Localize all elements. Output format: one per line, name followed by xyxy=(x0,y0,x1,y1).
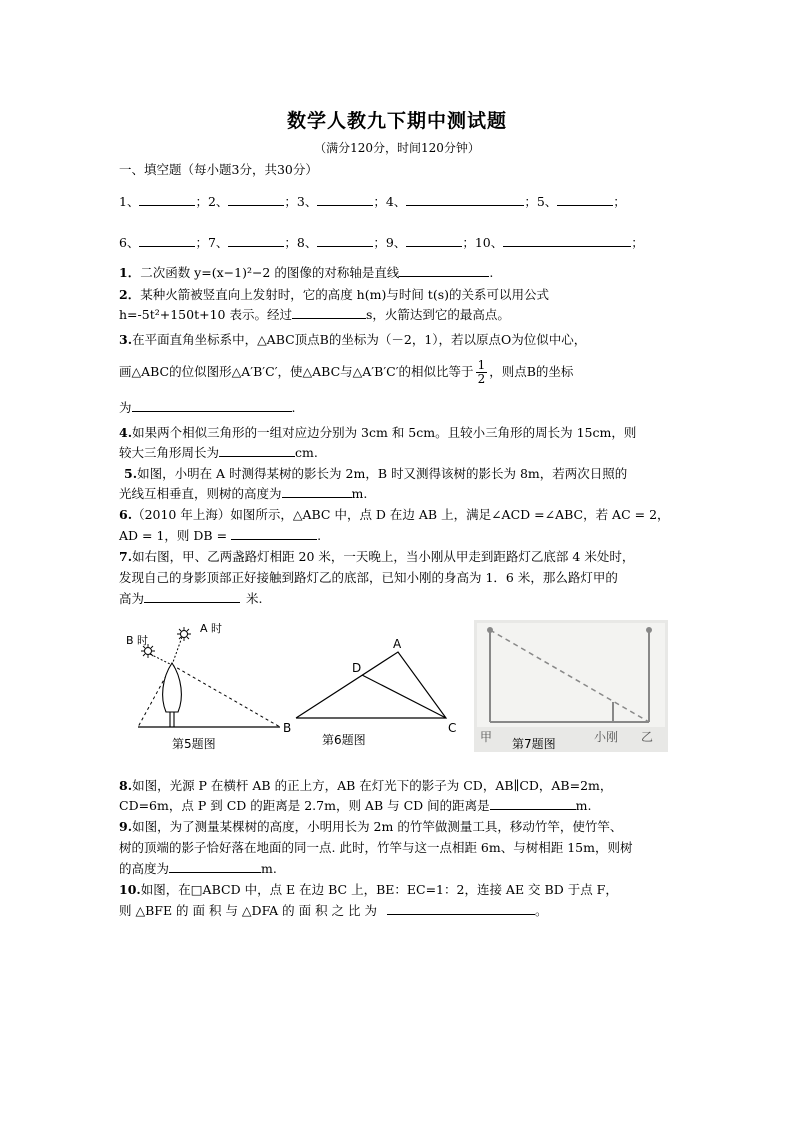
answer-blank-4[interactable] xyxy=(406,193,524,206)
fill-blank[interactable] xyxy=(399,264,489,277)
question-text: 如图，小明在 A 时测得某树的影长为 2m，B 时又测得该树的影长为 8m，若两次日照的 xyxy=(137,466,628,481)
question-text: 二次函数 y=(x−1)²−2 的图像的对称轴是直线 xyxy=(140,265,400,280)
sun-ray-b xyxy=(172,665,280,727)
answer-label: 1、 xyxy=(119,194,140,209)
question-number: 8. xyxy=(119,778,133,793)
question-text: 光线互相垂直，则树的高度为 xyxy=(119,486,282,501)
question-9-line-2 xyxy=(119,839,632,857)
answer-blank-6[interactable] xyxy=(139,234,195,247)
question-text: 如图，光源 P 在横杆 AB 的正上方，AB 在灯光下的影子为 CD，AB∥CD，AB=2m， xyxy=(132,778,613,793)
question-text: 米. xyxy=(246,591,263,606)
question-text: 发现自己的身影顶部正好接触到路灯乙的底部，已知小刚的身高为 1．6 米，那么路灯甲的 xyxy=(119,570,618,585)
question-8-line-2 xyxy=(119,797,591,815)
photo-panel xyxy=(477,623,665,727)
answer-row-2 xyxy=(119,234,644,252)
answer-blank-9[interactable] xyxy=(406,234,462,247)
question-text: 如果两个相似三角形的一组对应边分别为 3cm 和 5cm。且较小三角形的周长为 15cm，则 xyxy=(132,425,637,440)
segment-dc xyxy=(362,675,446,718)
answer-blank-3[interactable] xyxy=(317,193,373,206)
question-4-line-1 xyxy=(119,424,636,442)
vertex-d-label: D xyxy=(352,661,362,675)
answer-label: ；3、 xyxy=(284,194,318,209)
question-text: . xyxy=(291,400,296,415)
question-text: h=-5t²+150t+10 表示。经过 xyxy=(119,307,292,322)
question-text: 高为 xyxy=(119,591,145,606)
fill-blank[interactable] xyxy=(132,399,292,412)
question-text: . xyxy=(489,265,494,280)
figure-6-triangle xyxy=(280,634,465,740)
vertex-a-label: A xyxy=(393,637,402,651)
question-8-line-1 xyxy=(119,777,612,795)
ray-to-sun-b xyxy=(150,654,172,665)
fill-blank[interactable] xyxy=(387,902,535,915)
answer-label: ； xyxy=(631,235,644,250)
vertex-c-label: C xyxy=(448,721,457,735)
figure-7-caption: 第7题图 xyxy=(512,737,556,751)
figure-5-caption: 第5题图 xyxy=(172,737,216,751)
question-text: 画△ABC的位似图形△A′B′C′，使△ABC与△A′B′C′的相似比等于 xyxy=(119,364,474,379)
answer-blank-1[interactable] xyxy=(139,193,195,206)
page-title: 数学人教九下期中测试题 xyxy=(286,110,507,132)
question-number: 2． xyxy=(119,287,141,302)
answer-blank-8[interactable] xyxy=(317,234,373,247)
answer-row-1 xyxy=(119,193,626,211)
question-2-line-2 xyxy=(119,306,510,324)
label-a-time: A 时 xyxy=(200,622,223,635)
answer-label: 6、 xyxy=(119,235,140,250)
question-text: CD=6m，点 P 到 CD 的距离是 2.7m，则 AB 与 CD 间的距离是 xyxy=(119,798,490,813)
question-7-line-3 xyxy=(119,590,263,608)
answer-blank-2[interactable] xyxy=(228,193,284,206)
question-text: 在平面直角坐标系中，△ABC顶点B的坐标为（－2，1），若以原点O为位似中心， xyxy=(132,332,587,347)
page-subtitle: （满分120分，时间120分钟） xyxy=(314,141,480,155)
answer-blank-10[interactable] xyxy=(503,234,631,247)
question-text: ，则点B的坐标 xyxy=(489,364,574,379)
question-number: 7. xyxy=(119,549,133,564)
figure-5-tree-shadows xyxy=(120,620,285,735)
question-6-line-2 xyxy=(119,527,321,545)
question-text: 。 xyxy=(535,903,548,918)
question-text: 的高度为 xyxy=(119,861,170,876)
question-text: 为 xyxy=(119,400,132,415)
answer-label: ；8、 xyxy=(284,235,318,250)
question-text: 如图，为了测量某棵树的高度，小明用长为 2m 的竹竿做测量工具，移动竹竿，使竹竿、 xyxy=(132,819,623,834)
question-number: 6. xyxy=(119,507,133,522)
answer-label: ；7、 xyxy=(195,235,229,250)
ray-to-sun-a xyxy=(172,637,182,665)
question-text: 较大三角形周长为 xyxy=(119,445,220,460)
question-7-line-1 xyxy=(119,548,634,566)
fraction-denominator: 2 xyxy=(477,372,486,386)
sun-a-icon xyxy=(177,627,191,641)
answer-label: ；10、 xyxy=(462,235,504,250)
question-number: 5. xyxy=(124,466,138,481)
question-10-line-1 xyxy=(119,881,618,899)
label-jia: 甲 xyxy=(480,730,493,744)
question-text: . xyxy=(317,528,322,543)
question-number: 9. xyxy=(119,819,133,834)
fill-blank[interactable] xyxy=(292,306,366,319)
question-5-line-2 xyxy=(119,485,367,503)
question-text: 如右图，甲、乙两盏路灯相距 20 米，一天晚上，当小刚从甲走到距路灯乙底部 4 米处时， xyxy=(132,549,635,564)
question-text: m. xyxy=(261,861,277,876)
question-text: 如图，在□ABCD 中，点 E 在边 BC 上，BE：EC=1：2，连接 AE 交 BD 于点 F， xyxy=(140,882,618,897)
answer-label: ；9、 xyxy=(373,235,407,250)
figure-6-caption: 第6题图 xyxy=(322,733,366,747)
question-4-line-2 xyxy=(119,444,318,462)
question-number: 3. xyxy=(119,332,133,347)
fill-blank[interactable] xyxy=(219,444,295,457)
question-3-line-3 xyxy=(119,399,296,417)
answer-blank-5[interactable] xyxy=(557,193,613,206)
fraction xyxy=(476,359,488,386)
question-6-line-1 xyxy=(119,506,670,524)
question-text: （2010 年上海）如图所示，△ABC 中，点 D 在边 AB 上，满足∠ACD =∠ABC，若 AC = 2， xyxy=(132,507,670,522)
question-text: AD = 1，则 DB = xyxy=(119,528,228,543)
answer-blank-7[interactable] xyxy=(228,234,284,247)
fill-blank[interactable] xyxy=(282,485,352,498)
triangle-abc xyxy=(296,652,446,718)
question-text: 树的顶端的影子恰好落在地面的同一点. 此时，竹竿与这一点相距 6m、与树相距 15m，则树 xyxy=(119,840,633,855)
answer-label: ； xyxy=(613,194,626,209)
question-3-line-1 xyxy=(119,331,586,349)
tree-icon xyxy=(163,663,182,727)
question-number: 1． xyxy=(119,265,141,280)
fill-blank[interactable] xyxy=(169,860,261,873)
question-text: s，火箭达到它的最高点。 xyxy=(365,307,510,322)
question-10-line-2 xyxy=(119,902,548,920)
question-1 xyxy=(119,264,493,282)
answer-label: ；5、 xyxy=(524,194,558,209)
label-b-time: B 时 xyxy=(126,634,149,647)
fraction-numerator: 1 xyxy=(477,358,486,372)
fill-blank[interactable] xyxy=(490,797,576,810)
label-yi: 乙 xyxy=(641,730,654,744)
question-text: m. xyxy=(351,486,368,501)
question-text: m. xyxy=(575,798,592,813)
section-heading: 一、填空题（每小题3分，共30分） xyxy=(119,162,318,177)
label-xiaogang: 小刚 xyxy=(594,730,619,744)
question-7-line-2 xyxy=(119,569,618,587)
lamp-yi-icon xyxy=(646,627,652,633)
question-text: 则 △BFE 的 面 积 与 △DFA 的 面 积 之 比 为 xyxy=(119,903,378,918)
question-number: 4. xyxy=(119,425,133,440)
question-text: cm. xyxy=(295,445,318,460)
vertex-b-label: B xyxy=(283,721,292,735)
answer-label: ；2、 xyxy=(195,194,229,209)
question-number: 10. xyxy=(119,882,141,897)
answer-label: ；4、 xyxy=(373,194,407,209)
question-9-line-3 xyxy=(119,860,277,878)
fill-blank[interactable] xyxy=(231,527,317,540)
fill-blank[interactable] xyxy=(144,590,240,603)
question-9-line-1 xyxy=(119,818,622,836)
figure-7-street-lamps xyxy=(474,620,668,752)
question-text: 某种火箭被竖直向上发射时，它的高度 h(m)与时间 t(s)的关系可以用公式 xyxy=(140,287,549,302)
question-2-line-1 xyxy=(119,286,549,304)
question-3-line-2 xyxy=(119,359,573,386)
question-5-line-1 xyxy=(124,465,627,483)
